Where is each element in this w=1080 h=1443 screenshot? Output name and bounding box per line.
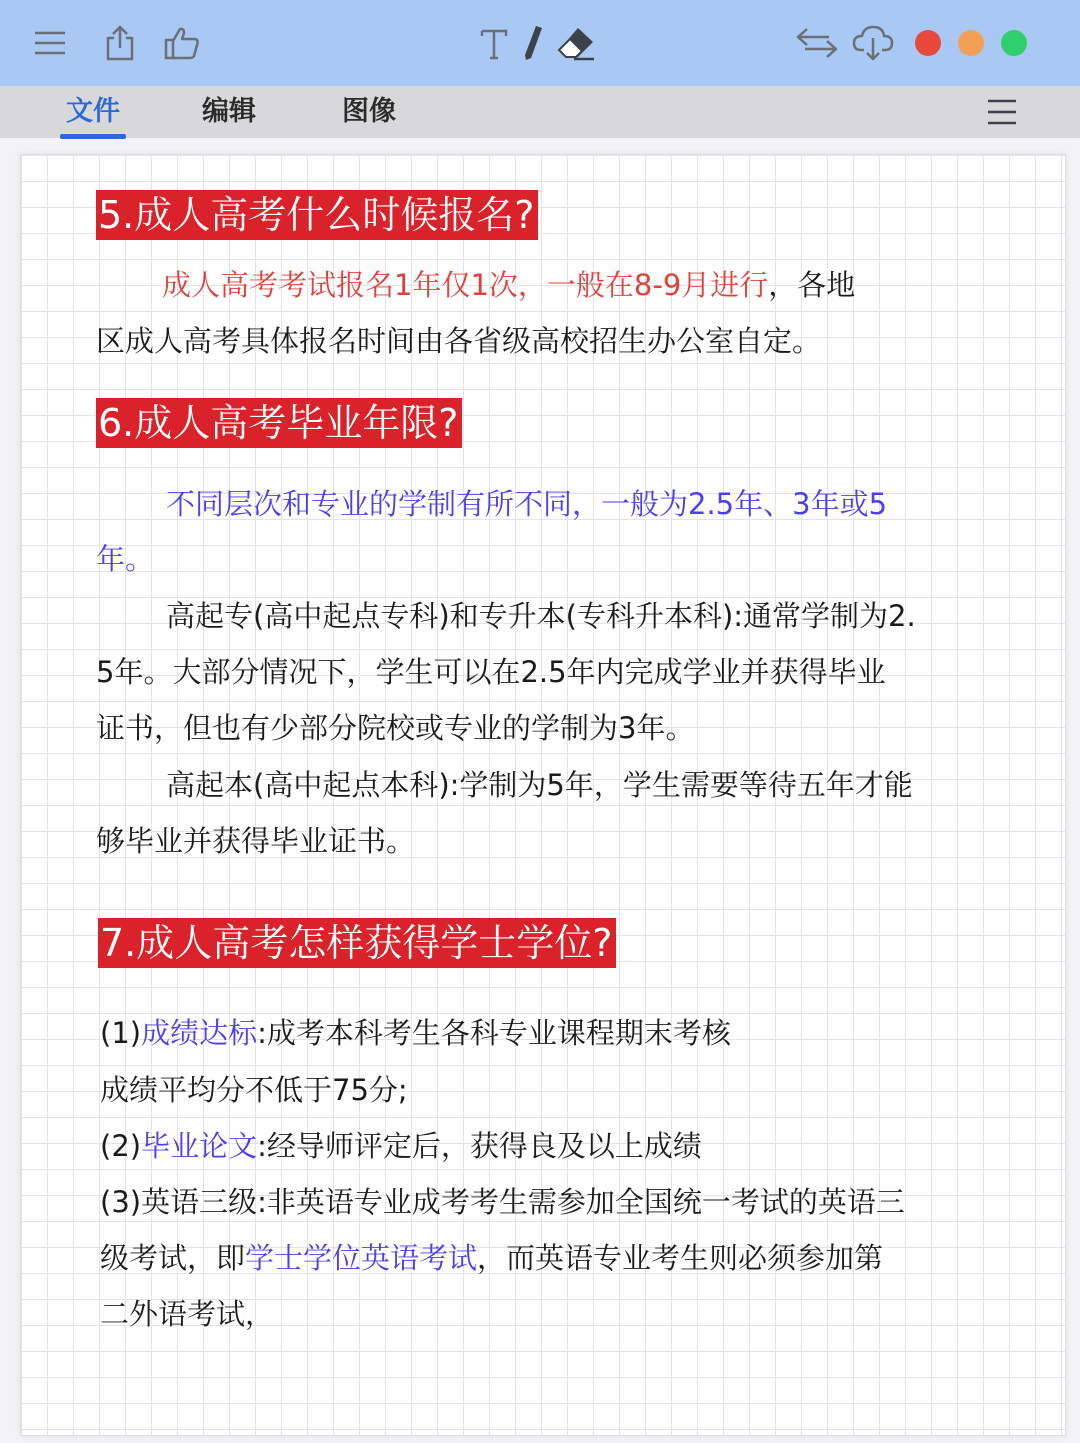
highlight-blue-text: 成绩达标 (141, 1016, 258, 1050)
active-tab-indicator (60, 134, 126, 139)
section-6-highlight-line-2: 年。 (96, 542, 155, 576)
menu-file[interactable]: 文件 (66, 96, 120, 127)
pen-icon[interactable] (518, 0, 548, 86)
section-6-paragraph-2-line-2: 5年。大部分情况下，学生可以在2.5年内完成学业并获得毕业 (96, 655, 886, 689)
highlight-blue-text: 毕业论文 (141, 1129, 258, 1163)
maximize-window-dot[interactable] (1001, 30, 1027, 56)
close-window-dot[interactable] (915, 30, 941, 56)
section-7-item-3-line-1: (3)英语三级:非英语专业成考考生需参加全国统一考试的英语三 (100, 1185, 905, 1219)
thumbs-up-icon[interactable] (160, 0, 204, 86)
hamburger-menu-icon[interactable] (986, 97, 1018, 131)
text-tool-icon[interactable] (476, 0, 512, 86)
item-number: (2) (100, 1129, 142, 1163)
section-5-paragraph-line-1 (162, 265, 855, 305)
section-7-item-3-line-2 (100, 1238, 883, 1278)
cloud-download-icon[interactable] (850, 0, 896, 86)
eraser-icon[interactable] (554, 0, 598, 86)
item-text: 级考试，即 (100, 1241, 246, 1275)
highlight-red-text: 成人高考考试报名1年仅1次，一般在8-9月进行 (162, 268, 769, 302)
item-text: :经导师评定后，获得良及以上成绩 (257, 1129, 702, 1163)
section-6-paragraph-2-line-1: 高起专(高中起点专科)和专升本(专科升本科):通常学制为2. (166, 599, 916, 633)
item-number: (1) (100, 1016, 142, 1050)
section-7-item-1-line-2: 成绩平均分不低于75分; (100, 1073, 408, 1107)
menu-bar (0, 86, 1080, 138)
swap-icon[interactable] (794, 0, 840, 86)
highlight-blue-text: 学士学位英语考试 (245, 1241, 478, 1275)
share-icon[interactable] (100, 0, 140, 86)
section-5-heading: 5.成人高考什么时候报名? (96, 190, 538, 240)
section-6-highlight-line-1: 不同层次和专业的学制有所不同，一般为2.5年、3年或5 (166, 487, 888, 521)
section-6-paragraph-2-line-3: 证书，但也有少部分院校或专业的学制为3年。 (96, 711, 695, 745)
menu-edit[interactable]: 编辑 (202, 96, 256, 127)
section-7-item-3-line-3: 二外语考试， (100, 1297, 275, 1331)
top-toolbar (0, 0, 1080, 86)
menu-image[interactable]: 图像 (342, 96, 396, 127)
paragraph-text: ，各地 (768, 268, 856, 302)
section-6-heading: 6.成人高考毕业年限? (96, 398, 462, 448)
section-6-paragraph-3-line-1: 高起本(高中起点本科):学制为5年，学生需要等待五年才能 (166, 768, 913, 802)
section-7-item-1-line-1 (100, 1013, 731, 1053)
menu-icon[interactable] (30, 0, 70, 86)
section-7-item-2 (100, 1126, 702, 1166)
section-7-heading: 7.成人高考怎样获得学士学位? (98, 918, 616, 968)
section-6-paragraph-3-line-2: 够毕业并获得毕业证书。 (96, 824, 416, 858)
item-text: ，而英语专业考生则必须参加第 (477, 1241, 884, 1275)
section-5-paragraph-line-2: 区成人高考具体报名时间由各省级高校招生办公室自定。 (96, 324, 822, 358)
item-text: :成考本科考生各科专业课程期末考核 (257, 1016, 731, 1050)
minimize-window-dot[interactable] (958, 30, 984, 56)
